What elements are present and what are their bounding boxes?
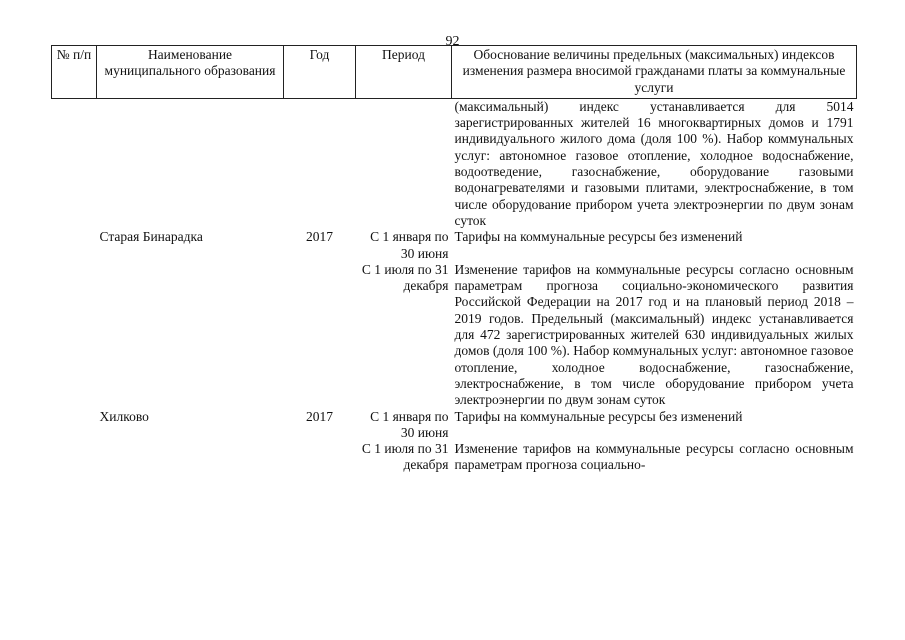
basis-cell: Изменение тарифов на коммунальные ресурсы согласно основным параметрам прогноза социально- [454,441,854,473]
year-cell: 2017 [306,229,333,245]
table-row [52,229,857,262]
header-number: № п/п [52,46,97,99]
table-header-row [52,46,857,99]
basis-continuation: (максимальный) индекс устанавливается для 5014 зарегистрированных жителей 16 многоквартирных домов и 1791 индивидуального жилого дома (доля 100 %). Набор коммунальных услуг: автономное газовое отопление, холодное водоснабжение, водоотведение, газоснабжение, оборудование газовыми водонагревателями и газовыми плитами, электроснабжение, в том числе оборудование прибором учета электроэнергии по двум зонам суток [454,98,854,228]
basis-cell: Тарифы на коммунальные ресурсы без изменений [454,408,743,424]
table-row [52,98,857,229]
header-basis: Обоснование величины предельных (максимальных) индексов изменения размера вносимой гражданами платы за коммунальные услуги [452,46,857,99]
basis-cell: Изменение тарифов на коммунальные ресурсы согласно основным параметрам прогноза социально-экономического развития Российской Федерации на 2017 год и на плановый период 2018 – 2019 годов. Предельный (максимальный) индекс устанавливается для 472 зарегистрированных жителей 630 индивидуальных жилых домов (доля 100 %). Набор коммунальных услуг: автономное газовое отопление, холодное водоснабжение, газоснабжение, электроснабжение, в том числе оборудование прибором учета электроэнергии по двум зонам суток [454,261,854,408]
period-cell: С 1 июля по 31 декабря [361,441,449,473]
table-row [52,441,857,474]
year-cell: 2017 [306,408,333,424]
header-year: Год [284,46,356,99]
header-period: Период [356,46,452,99]
table-row [52,409,857,442]
header-municipality: Наименование муниципального образования [97,46,284,99]
period-cell: С 1 января по 30 июня [370,408,449,440]
page-number: 92 [445,34,460,49]
period-cell: С 1 января по 30 июня [370,229,449,261]
basis-cell: Тарифы на коммунальные ресурсы без изменений [454,229,743,245]
tariff-table [51,45,857,474]
municipality-name: Старая Бинарадка [99,229,203,245]
municipality-name: Хилково [99,408,149,424]
table-row [52,262,857,409]
period-cell: С 1 июля по 31 декабря [361,261,449,294]
